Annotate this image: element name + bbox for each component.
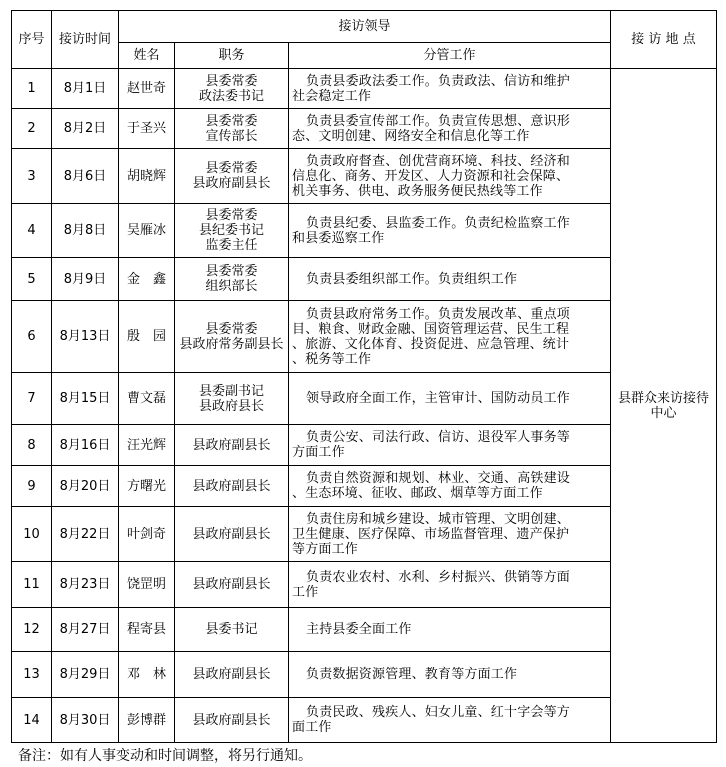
duty-text: 负责住房和城乡建设、城市管理、文明创建、	[306, 511, 571, 527]
row-position	[175, 301, 289, 373]
position-line: 县政府副县长	[192, 667, 271, 682]
reception-schedule-table	[11, 10, 717, 743]
row-seq: 1	[12, 69, 52, 109]
duty-line	[292, 231, 608, 246]
duty-text: 负责县委宣传部工作。负责宣传思想、意识形	[306, 113, 571, 129]
duty-text: 面工作	[292, 720, 332, 735]
duty-line	[292, 114, 608, 129]
row-seq: 3	[12, 149, 52, 204]
position-line: 政法委书记	[198, 88, 264, 104]
duty-line	[292, 667, 608, 682]
row-position	[175, 562, 289, 608]
row-seq: 12	[12, 608, 52, 652]
row-position	[175, 204, 289, 258]
duty-text: 负责公安、司法行政、信访、退役军人事务等	[306, 430, 571, 445]
row-date: 8月23日	[52, 562, 119, 608]
row-date: 8月13日	[52, 301, 119, 373]
duty-line	[292, 352, 608, 367]
duty-text: 负责数据资源管理、教育等方面工作	[306, 667, 518, 682]
row-duties	[289, 258, 611, 301]
duty-line	[292, 216, 608, 231]
row-duties	[289, 507, 611, 562]
row-leader-name: 金 鑫	[119, 258, 175, 301]
row-date: 8月6日	[52, 149, 119, 204]
row-date: 8月22日	[52, 507, 119, 562]
duty-text: 负责农业农村、水利、乡村振兴、供销等方面	[306, 569, 571, 585]
duty-text: 主持县委全面工作	[306, 622, 412, 637]
duty-text: 、旅游、文化体育、投资促进、应急管理、统计	[292, 336, 570, 352]
duty-text: 负责县委组织部工作。负责组织工作	[306, 271, 518, 287]
duty-text: 负责县政府常务工作。负责发展改革、重点项	[306, 306, 571, 322]
duty-text: 工作	[292, 584, 319, 600]
row-leader-name: 汪光辉	[119, 425, 175, 466]
row-date: 8月2日	[52, 109, 119, 149]
header-reception-location: 接 访 地 点	[611, 11, 717, 69]
header-row-1	[12, 11, 717, 43]
position-line: 县政府副县长	[192, 712, 271, 728]
duty-line	[292, 542, 608, 557]
row-leader-name: 赵世奇	[119, 69, 175, 109]
row-leader-name: 饶罡明	[119, 562, 175, 608]
row-seq: 5	[12, 258, 52, 301]
duty-text: 机关事务、供电、政务服务便民热线等工作	[292, 183, 543, 199]
duty-text: 领导政府全面工作，主管审计、国防动员工作	[306, 391, 571, 406]
position-line: 县政府副县长	[192, 577, 271, 592]
row-leader-name: 彭博群	[119, 698, 175, 743]
row-leader-name: 方曙光	[119, 466, 175, 507]
reception-location-cell: 县群众来访接待中心	[611, 69, 717, 743]
duty-line	[292, 430, 608, 445]
position-line: 县委常委	[205, 73, 258, 89]
duty-line	[292, 337, 608, 352]
duty-line	[292, 272, 608, 287]
position-line: 县委常委	[205, 208, 258, 223]
duty-line	[292, 486, 608, 501]
duty-text: 负责县委政法委工作。负责政法、信访和维护	[306, 73, 571, 89]
row-duties	[289, 69, 611, 109]
position-line: 县委书记	[205, 622, 258, 637]
position-line: 县政府副县长	[192, 526, 271, 542]
duty-text: 社会稳定工作	[292, 88, 372, 104]
duty-line	[292, 322, 608, 337]
row-duties	[289, 204, 611, 258]
duty-line	[292, 471, 608, 486]
schedule-body	[12, 69, 717, 743]
duty-text: 态、文明创建、网络安全和信息化等工作	[292, 128, 530, 144]
row-duties	[289, 608, 611, 652]
header-name: 姓名	[119, 43, 175, 69]
position-line: 县委副书记	[198, 383, 264, 399]
row-duties	[289, 373, 611, 425]
row-duties	[289, 698, 611, 743]
row-position	[175, 258, 289, 301]
row-leader-name: 邓 林	[119, 652, 175, 698]
position-line: 县委常委	[205, 321, 258, 337]
duty-line	[292, 169, 608, 184]
duty-text: 负责政府督查、创优营商环境、科技、经济和	[306, 153, 571, 169]
position-line: 县政府副县长	[192, 478, 271, 494]
duty-line	[292, 585, 608, 600]
row-seq: 13	[12, 652, 52, 698]
row-date: 8月20日	[52, 466, 119, 507]
duty-text: 负责自然资源和规划、林业、交通、高铁建设	[306, 471, 571, 486]
position-line: 县委常委	[205, 113, 258, 129]
row-leader-name: 程寄县	[119, 608, 175, 652]
row-leader-name: 殷 园	[119, 301, 175, 373]
footnote: 备注：如有人事变动和时间调整，将另行通知。	[18, 748, 312, 764]
row-duties	[289, 149, 611, 204]
row-leader-name: 叶剑奇	[119, 507, 175, 562]
row-seq: 14	[12, 698, 52, 743]
row-date: 8月16日	[52, 425, 119, 466]
position-line: 县政府常务副县长	[179, 336, 284, 352]
position-line: 县政府副县长	[192, 176, 271, 191]
row-duties	[289, 652, 611, 698]
row-seq: 2	[12, 109, 52, 149]
row-seq: 9	[12, 466, 52, 507]
row-position	[175, 69, 289, 109]
duty-line	[292, 720, 608, 735]
row-duties	[289, 301, 611, 373]
row-position	[175, 109, 289, 149]
duty-text: 信息化、商务、开发区、人力资源和社会保障、	[292, 168, 570, 184]
row-date: 8月8日	[52, 204, 119, 258]
row-seq: 6	[12, 301, 52, 373]
table-row	[12, 69, 717, 109]
row-duties	[289, 562, 611, 608]
position-line: 县政府县长	[198, 398, 264, 414]
row-position	[175, 149, 289, 204]
duty-line	[292, 445, 608, 460]
duty-line	[292, 184, 608, 199]
duty-line	[292, 74, 608, 89]
duty-line	[292, 527, 608, 542]
row-date: 8月30日	[52, 698, 119, 743]
row-date: 8月27日	[52, 608, 119, 652]
row-position	[175, 652, 289, 698]
row-position	[175, 425, 289, 466]
position-line: 宣传部长	[205, 128, 258, 144]
position-line: 县委常委	[205, 161, 258, 176]
duty-line	[292, 512, 608, 527]
header-seq: 序号	[12, 11, 52, 69]
row-leader-name: 曹文磊	[119, 373, 175, 425]
duty-text: 负责民政、残疾人、妇女儿童、红十字会等方	[306, 705, 571, 720]
row-seq: 8	[12, 425, 52, 466]
duty-line	[292, 89, 608, 104]
position-line: 县委常委	[205, 264, 258, 279]
duty-line	[292, 391, 608, 406]
row-date: 8月1日	[52, 69, 119, 109]
duty-text: 卫生健康、医疗保障、市场监督管理、遗产保护	[292, 526, 570, 542]
row-position	[175, 466, 289, 507]
row-duties	[289, 466, 611, 507]
row-duties	[289, 109, 611, 149]
row-seq: 4	[12, 204, 52, 258]
duty-line	[292, 705, 608, 720]
row-leader-name: 吴雁冰	[119, 204, 175, 258]
row-leader-name: 胡晓辉	[119, 149, 175, 204]
header-reception-time: 接访时间	[52, 11, 119, 69]
duty-text: 和县委巡察工作	[292, 230, 385, 246]
row-date: 8月29日	[52, 652, 119, 698]
row-position	[175, 507, 289, 562]
duty-line	[292, 570, 608, 585]
duty-line	[292, 622, 608, 637]
row-duties	[289, 425, 611, 466]
row-seq: 10	[12, 507, 52, 562]
row-seq: 11	[12, 562, 52, 608]
duty-text: 方面工作	[292, 445, 345, 460]
row-date: 8月9日	[52, 258, 119, 301]
row-leader-name: 于圣兴	[119, 109, 175, 149]
position-line: 县纪委书记	[198, 223, 264, 238]
duty-text: 、生态环境、征收、邮政、烟草等方面工作	[292, 486, 543, 501]
row-position	[175, 698, 289, 743]
header-duties: 分管工作	[289, 43, 611, 69]
duty-text: 目、粮食、财政金融、国资管理运营、民生工程	[292, 321, 570, 337]
duty-text: 负责县纪委、县监委工作。负责纪检监察工作	[306, 215, 571, 231]
row-position	[175, 373, 289, 425]
position-line: 县政府副县长	[192, 437, 271, 453]
header-reception-leader: 接访领导	[119, 11, 611, 43]
row-seq: 7	[12, 373, 52, 425]
row-date: 8月15日	[52, 373, 119, 425]
row-position	[175, 608, 289, 652]
duty-line	[292, 154, 608, 169]
position-line: 组织部长	[205, 279, 258, 294]
duty-line	[292, 129, 608, 144]
header-position: 职务	[175, 43, 289, 69]
duty-text: 、税务等工作	[292, 351, 372, 367]
position-line: 监委主任	[205, 238, 258, 253]
duty-line	[292, 307, 608, 322]
duty-text: 等方面工作	[292, 541, 359, 557]
